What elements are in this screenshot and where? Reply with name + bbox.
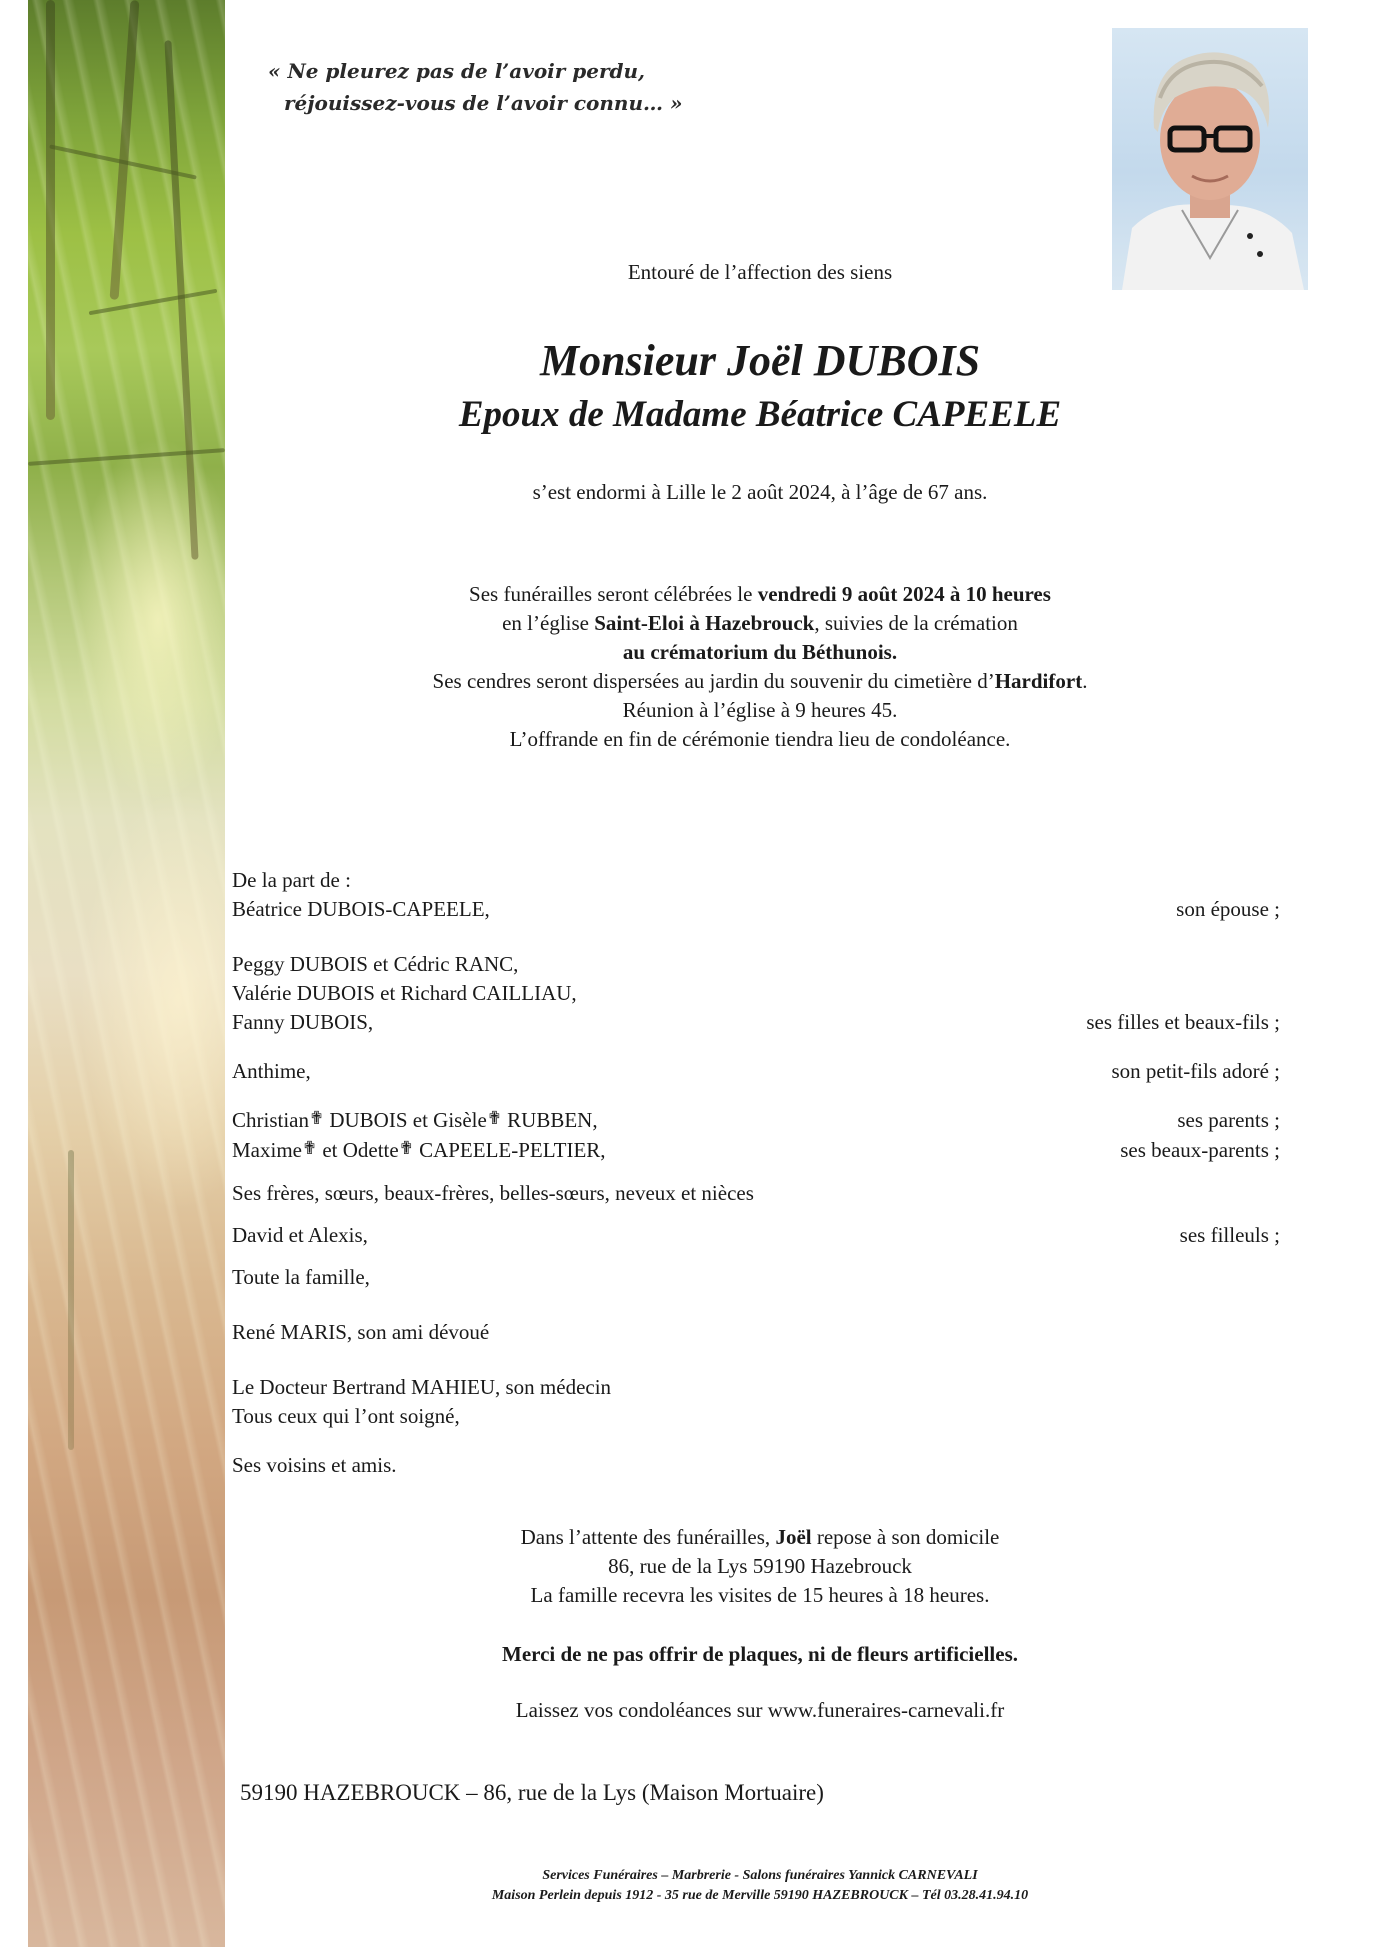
family-siblings: Ses frères, sœurs, beaux-frères, belles-sœurs, neveux et nièces — [232, 1181, 754, 1205]
funeral-line-1-text: Ses funérailles seront célébrées le — [469, 582, 758, 606]
cross-icon: ✟ — [309, 1108, 325, 1128]
wake-line-1-text: Dans l’attente des funérailles, — [520, 1525, 776, 1549]
wake-line-3: La famille recevra les visites de 15 heures à 18 heures. — [530, 1583, 990, 1607]
family-doctor: Le Docteur Bertrand MAHIEU, son médecin — [232, 1375, 612, 1399]
family-row-fanny — [232, 1008, 1280, 1037]
cross-icon: ✟ — [486, 1108, 502, 1128]
mortuary-address: 59190 HAZEBROUCK – 86, rue de la Lys (Maison Mortuaire) — [240, 1780, 824, 1805]
family-godsons: David et Alexis, — [232, 1223, 368, 1247]
family-row-inlaws — [232, 1136, 1280, 1166]
family-inlaws-relation: ses beaux-parents ; — [1120, 1138, 1280, 1162]
footer-line-2: Maison Perlein depuis 1912 - 35 rue de Merville 59190 HAZEBROUCK – Tél 03.28.41.94.10 — [491, 1888, 1029, 1903]
family-parents — [232, 1106, 598, 1136]
intro-text: Entouré de l’affection des siens — [627, 260, 893, 284]
funeral-line-2 — [230, 609, 1290, 638]
family-all: Toute la famille, — [232, 1265, 370, 1289]
family-fanny: Fanny DUBOIS, — [232, 1010, 374, 1034]
family-parents-relation: ses parents ; — [1177, 1108, 1280, 1132]
funeral-line-6: L’offrande en fin de cérémonie tiendra lieu de condoléance. — [509, 727, 1011, 751]
funeral-line-5: Réunion à l’église à 9 heures 45. — [622, 698, 898, 722]
footer-line-1: Services Funéraires – Marbrerie - Salons funéraires Yannick CARNEVALI — [542, 1868, 978, 1883]
family-row-friend — [232, 1318, 1280, 1347]
family-row-neighbors — [232, 1451, 1280, 1480]
ashes-text: Ses cendres seront dispersées au jardin du souvenir du cimetière d’ — [432, 669, 995, 693]
family-row-siblings — [232, 1179, 1280, 1208]
funeral-church: Saint-Eloi à Hazebrouck — [594, 611, 815, 635]
wake-first-name: Joël — [775, 1525, 812, 1549]
family-header: De la part de : — [232, 868, 351, 892]
ashes-place: Hardifort — [994, 669, 1083, 693]
parents-mid: DUBOIS et Gisèle — [324, 1108, 487, 1132]
funeral-line-1 — [230, 580, 1290, 609]
family-valerie: Valérie DUBOIS et Richard CAILLIAU, — [232, 981, 577, 1005]
funeral-line-2-text: en l’église — [502, 611, 595, 635]
family-godsons-relation: ses filleuls ; — [1179, 1223, 1280, 1247]
cross-icon: ✟ — [398, 1138, 414, 1158]
wake-line-1 — [230, 1523, 1290, 1552]
funeral-date: vendredi 9 août 2024 à 10 heures — [757, 582, 1051, 606]
funeral-line-4 — [230, 667, 1290, 696]
family-grandson-relation: son petit-fils adoré ; — [1111, 1059, 1280, 1083]
crematorium-name: au crématorium du Béthunois. — [622, 640, 898, 664]
family-row-anthime — [232, 1057, 1280, 1086]
family-anthime: Anthime, — [232, 1059, 311, 1083]
parents-end: RUBBEN, — [501, 1108, 598, 1132]
inlaws-end: CAPEELE-PELTIER, — [413, 1138, 606, 1162]
family-list — [232, 866, 1280, 1480]
flowers-request: Merci de ne pas offrir de plaques, ni de fleurs artificielles. — [502, 1642, 1018, 1666]
death-notice: s’est endormi à Lille le 2 août 2024, à l’âge de 67 ans. — [532, 480, 988, 504]
funeral-line-3 — [230, 638, 1290, 667]
quote-line-2: réjouissez-vous de l’avoir connu… » — [284, 91, 683, 115]
family-row-parents — [232, 1106, 1280, 1136]
inlaws-mid: et Odette — [317, 1138, 399, 1162]
funeral-line-2-end: , suivies de la crémation — [814, 611, 1018, 635]
wake-details — [230, 1523, 1290, 1610]
family-children-relation: ses filles et beaux-fils ; — [1086, 1010, 1280, 1034]
funeral-details — [230, 580, 1290, 754]
condolences-link-text: Laissez vos condoléances sur www.funeraires-carnevali.fr — [515, 1698, 1005, 1722]
deceased-name: Monsieur Joël DUBOIS — [539, 336, 981, 385]
wake-line-2: 86, rue de la Lys 59190 Hazebrouck — [608, 1554, 912, 1578]
family-inlaws — [232, 1136, 606, 1166]
cross-icon: ✟ — [301, 1138, 318, 1158]
family-spouse-relation: son épouse ; — [1176, 897, 1280, 921]
family-row-spouse — [232, 895, 1280, 924]
family-neighbors: Ses voisins et amis. — [232, 1453, 397, 1477]
family-row-all — [232, 1263, 1280, 1292]
family-row-caregivers — [232, 1402, 1280, 1431]
family-row-valerie — [232, 979, 1280, 1008]
forest-decoration-image — [28, 0, 225, 1947]
spouse-line: Epoux de Madame Béatrice CAPEELE — [458, 394, 1062, 435]
funeral-home-footer — [230, 1866, 1290, 1906]
wake-line-1-end: repose à son domicile — [811, 1525, 1000, 1549]
family-row-doctor — [232, 1373, 1280, 1402]
family-caregivers: Tous ceux qui l’ont soigné, — [232, 1404, 460, 1428]
ashes-end: . — [1082, 669, 1088, 693]
family-row-peggy — [232, 950, 1280, 979]
father-in-law-name: Maxime — [232, 1138, 302, 1162]
family-friend: René MARIS, son ami dévoué — [232, 1320, 490, 1344]
family-peggy: Peggy DUBOIS et Cédric RANC, — [232, 952, 519, 976]
family-header-row — [232, 866, 1280, 895]
family-row-godsons — [232, 1221, 1280, 1250]
deceased-portrait-photo — [1112, 28, 1308, 290]
quote-line-1: « Ne pleurez pas de l’avoir perdu, — [268, 59, 646, 83]
family-spouse-name: Béatrice DUBOIS-CAPEELE, — [232, 897, 490, 921]
epitaph-quote — [268, 55, 682, 119]
father-name: Christian — [232, 1108, 309, 1132]
